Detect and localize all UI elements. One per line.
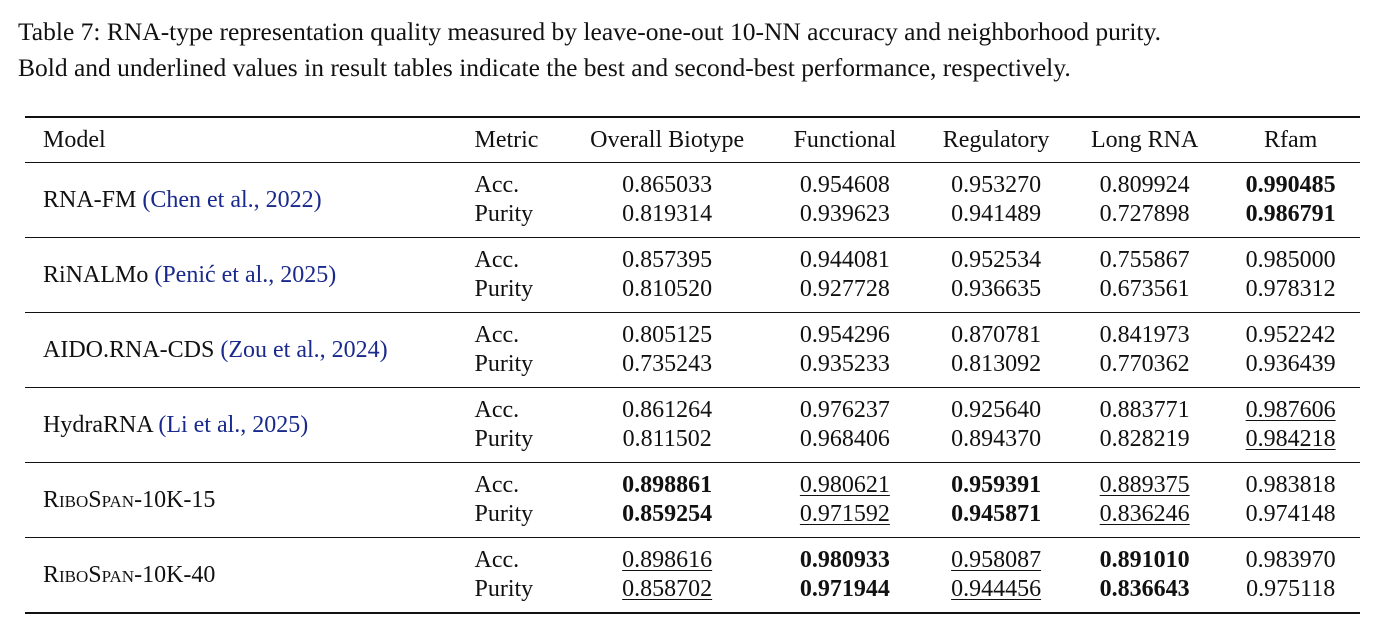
purity-value: 0.986791: [1245, 201, 1336, 227]
purity-value: 0.836246: [1099, 501, 1190, 527]
acc-value: 0.976237: [799, 397, 890, 423]
acc-value: 0.841973: [1099, 322, 1190, 348]
metric-cell: [474, 313, 568, 388]
value-cell: [1068, 238, 1221, 313]
value-cell: [569, 238, 766, 313]
model-name: RiboSpan-10K-40: [43, 561, 216, 588]
acc-value: 0.983970: [1245, 547, 1336, 573]
purity-value: 0.971944: [799, 576, 890, 602]
acc-value: 0.980933: [799, 547, 890, 573]
value-cell: [1221, 313, 1360, 388]
model-name-cell: [25, 388, 474, 463]
column-header-metric: Metric: [474, 126, 539, 153]
model-name: RiNALMo: [43, 261, 149, 288]
value-cell: [924, 163, 1068, 238]
table-body: [25, 163, 1360, 614]
purity-value: 0.944456: [951, 576, 1042, 602]
metric-label-purity: Purity: [474, 501, 534, 527]
table-header-row: [25, 117, 1360, 163]
citation-link[interactable]: (Penić et al., 2025): [154, 261, 337, 288]
acc-value: 0.985000: [1245, 247, 1336, 273]
metric-label-acc: Acc.: [474, 472, 520, 498]
metric-cell: [474, 388, 568, 463]
acc-value: 0.755867: [1099, 247, 1190, 273]
purity-value: 0.819314: [622, 201, 713, 227]
value-cell: [924, 313, 1068, 388]
model-name: RiboSpan-10K-15: [43, 486, 216, 513]
metric-label-purity: Purity: [474, 276, 534, 302]
value-cell: [766, 163, 924, 238]
value-cell: [1221, 538, 1360, 614]
metric-label-acc: Acc.: [474, 547, 520, 573]
value-cell: [766, 238, 924, 313]
purity-value: 0.974148: [1245, 501, 1336, 527]
model-name: HydraRNA: [43, 411, 153, 438]
table-row: [25, 238, 1360, 313]
value-cell: [924, 463, 1068, 538]
acc-value: 0.857395: [622, 247, 713, 273]
purity-value: 0.941489: [951, 201, 1042, 227]
purity-value: 0.927728: [799, 276, 890, 302]
acc-value: 0.883771: [1099, 397, 1190, 423]
purity-value: 0.975118: [1246, 576, 1336, 602]
table-caption: [18, 14, 1383, 86]
value-cell: [924, 238, 1068, 313]
table-row: [25, 538, 1360, 614]
acc-value: 0.805125: [622, 322, 713, 348]
acc-value: 0.983818: [1245, 472, 1336, 498]
value-cell: [1068, 463, 1221, 538]
value-cell: [1221, 388, 1360, 463]
value-cell: [569, 463, 766, 538]
metric-label-acc: Acc.: [474, 397, 520, 423]
model-name: AIDO.RNA-CDS: [43, 336, 215, 363]
column-header-long-rna: Long RNA: [1091, 126, 1199, 153]
metric-label-acc: Acc.: [474, 172, 520, 198]
acc-value: 0.891010: [1099, 547, 1190, 573]
acc-value: 0.889375: [1099, 472, 1190, 498]
column-header-regulatory: Regulatory: [942, 126, 1050, 153]
column-header-functional: Functional: [793, 126, 897, 153]
purity-value: 0.810520: [622, 276, 713, 302]
column-header-rfam: Rfam: [1263, 126, 1318, 153]
purity-value: 0.984218: [1245, 426, 1336, 452]
purity-value: 0.673561: [1099, 276, 1190, 302]
acc-value: 0.954296: [799, 322, 890, 348]
citation-link[interactable]: (Li et al., 2025): [158, 411, 309, 438]
acc-value: 0.958087: [951, 547, 1042, 573]
value-cell: [569, 388, 766, 463]
column-header-overall-biotype: Overall Biotype: [590, 126, 745, 153]
acc-value: 0.925640: [951, 397, 1042, 423]
acc-value: 0.990485: [1245, 172, 1336, 198]
table-row: [25, 163, 1360, 238]
value-cell: [924, 538, 1068, 614]
purity-value: 0.968406: [799, 426, 890, 452]
citation-link[interactable]: (Zou et al., 2024): [220, 336, 388, 363]
purity-value: 0.945871: [951, 501, 1042, 527]
acc-value: 0.898616: [622, 547, 713, 573]
value-cell: [569, 163, 766, 238]
value-cell: [1068, 163, 1221, 238]
value-cell: [766, 463, 924, 538]
value-cell: [1221, 238, 1360, 313]
acc-value: 0.898861: [622, 472, 713, 498]
purity-value: 0.978312: [1245, 276, 1336, 302]
value-cell: [924, 388, 1068, 463]
purity-value: 0.828219: [1099, 426, 1190, 452]
value-cell: [569, 313, 766, 388]
acc-value: 0.987606: [1245, 397, 1336, 423]
model-name-cell: [25, 238, 474, 313]
acc-value: 0.954608: [799, 172, 890, 198]
acc-value: 0.953270: [951, 172, 1042, 198]
metric-cell: [474, 238, 568, 313]
model-name-cell: [25, 163, 474, 238]
value-cell: [766, 313, 924, 388]
model-name-cell: [25, 463, 474, 538]
value-cell: [1068, 313, 1221, 388]
value-cell: [1221, 163, 1360, 238]
purity-value: 0.936439: [1245, 351, 1336, 377]
purity-value: 0.770362: [1099, 351, 1190, 377]
metric-cell: [474, 463, 568, 538]
value-cell: [766, 388, 924, 463]
acc-value: 0.865033: [622, 172, 713, 198]
purity-value: 0.813092: [951, 351, 1042, 377]
model-name: RNA-FM: [43, 186, 137, 213]
acc-value: 0.959391: [951, 472, 1042, 498]
metric-label-purity: Purity: [474, 201, 534, 227]
metric-label-acc: Acc.: [474, 322, 520, 348]
purity-value: 0.858702: [622, 576, 713, 602]
table-row: [25, 313, 1360, 388]
acc-value: 0.861264: [622, 397, 713, 423]
purity-value: 0.939623: [799, 201, 890, 227]
acc-value: 0.952534: [951, 247, 1042, 273]
purity-value: 0.971592: [799, 501, 890, 527]
caption-line-1: Table 7: RNA-type representation quality measured by leave-one-out 10-NN accuracy and neighborhood purity.: [18, 17, 1161, 46]
model-name-cell: [25, 313, 474, 388]
model-name-cell: [25, 538, 474, 614]
acc-value: 0.944081: [799, 247, 890, 273]
purity-value: 0.811502: [622, 426, 712, 452]
purity-value: 0.727898: [1099, 201, 1190, 227]
purity-value: 0.935233: [799, 351, 890, 377]
metric-label-purity: Purity: [474, 576, 534, 602]
acc-value: 0.980621: [799, 472, 890, 498]
value-cell: [1221, 463, 1360, 538]
metric-label-purity: Purity: [474, 351, 534, 377]
metric-label-acc: Acc.: [474, 247, 520, 273]
acc-value: 0.952242: [1245, 322, 1336, 348]
purity-value: 0.836643: [1099, 576, 1190, 602]
metric-cell: [474, 538, 568, 614]
citation-link[interactable]: (Chen et al., 2022): [142, 186, 322, 213]
metric-label-purity: Purity: [474, 426, 534, 452]
purity-value: 0.936635: [951, 276, 1042, 302]
purity-value: 0.894370: [951, 426, 1042, 452]
caption-line-2: Bold and underlined values in result tables indicate the best and second-best performance, respectively.: [18, 53, 1071, 82]
metric-cell: [474, 163, 568, 238]
value-cell: [766, 538, 924, 614]
value-cell: [569, 538, 766, 614]
results-table: [25, 116, 1360, 614]
purity-value: 0.735243: [622, 351, 713, 377]
value-cell: [1068, 388, 1221, 463]
table-row: [25, 463, 1360, 538]
acc-value: 0.870781: [951, 322, 1042, 348]
acc-value: 0.809924: [1099, 172, 1190, 198]
table-row: [25, 388, 1360, 463]
column-header-model: Model: [43, 126, 106, 153]
value-cell: [1068, 538, 1221, 614]
purity-value: 0.859254: [622, 501, 713, 527]
